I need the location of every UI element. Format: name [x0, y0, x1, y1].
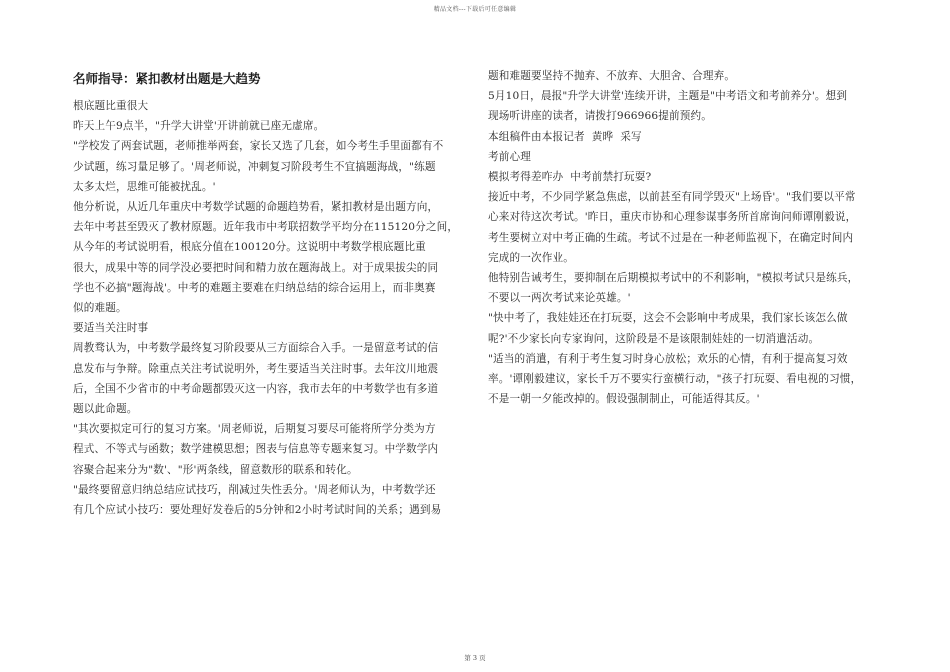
- text-line: 似的难题。: [73, 302, 127, 315]
- text-line: "适当的消遣，有利于考生复习时身心放松；欢乐的心情，有利于提高复习效: [488, 352, 848, 365]
- text-line: 太多太烂，思维可能被扰乱。': [73, 180, 216, 193]
- text-line: 率。'谭刚毅建议，家长千万不要实行蛮横行动，"孩子打玩耍、看电视的习惯，: [488, 373, 862, 386]
- text-line: 完成的一次作业。: [488, 251, 574, 264]
- text-line: 要适当关注时事: [73, 322, 149, 335]
- text-line: 考生要树立对中考正确的生疏。考试不过是在一种老师监视下，在确定时间内: [488, 231, 854, 244]
- text-line: 不要以一两次考试来论英雄。': [488, 292, 631, 305]
- text-line: 少试题，练习量足够了。'周老师说，冲刺复习阶段考生不宜搞题海战，"练题: [73, 160, 436, 173]
- text-line: 很大，成果中等的同学没必要把时间和精力放在题海战上。对于成果拔尖的同: [73, 261, 439, 274]
- text-line: 题和难题要坚持不抛弃、不放弃、大胆舍、合理弃。: [488, 70, 736, 82]
- text-line: 5月10日，晨报"升学大讲堂'连续开讲，主题是"中考语文和考前养分'。想到: [488, 90, 848, 103]
- text-line: 从今年的考试说明看，根底分值在100120分。这说明中考数学根底题比重: [73, 241, 426, 254]
- text-line: 去年中考甚至毁灭了教材原题。近年我市中考联招数学平均分在115120分之间，: [73, 221, 459, 234]
- left-text-body: [73, 96, 465, 520]
- text-line: "快中考了，我娃娃还在打玩耍，这会不会影响中考成果，我们家长该怎么做: [488, 312, 848, 325]
- text-line: "其次要拟定可行的复习方案。'周老师说，后期复习要尽可能将所学分类为方: [73, 423, 436, 436]
- text-line: 息发布与争辩。除重点关注考试说明外，考生要适当关注时事。去年汶川地震: [73, 362, 439, 375]
- right-column: [488, 66, 888, 409]
- text-line: 学也不必搞"题海战'。中考的难题主要难在归纳总结的综合运用上，而非奥赛: [73, 281, 436, 294]
- text-line: "学校发了两套试题，老师推举两套，家长又选了几套，如今考生手里面都有不: [73, 140, 444, 153]
- text-line: 不是一朝一夕能改掉的。假设强制制止，可能适得其反。': [488, 393, 760, 406]
- text-line: 模拟考得差咋办 中考前禁打玩耍?: [488, 171, 652, 184]
- text-line: 后，全国不少省市的中考命题都毁灭这一内容，我市去年的中考数学也有多道: [73, 382, 439, 395]
- text-line: 接近中考，不少同学紧急焦虑，以前甚至有同学毁灭"上场昏'。"我们要以平常: [488, 191, 856, 204]
- left-column: [73, 64, 465, 520]
- text-line: 他分析说，从近几年重庆中考数学试题的命题趋势看，紧扣教材是出题方向，: [73, 201, 439, 214]
- text-line: 周教骛认为，中考数学最终复习阶段要从三方面综合入手。一是留意考试的信: [73, 342, 439, 355]
- text-line: 他特别告诫考生，要抑制在后期模拟考试中的不利影响，"模拟考试只是练兵，: [488, 272, 859, 285]
- text-line: "最终要留意归纳总结应试技巧，削减过失性丢分。'周老师认为，中考数学还: [73, 483, 436, 496]
- text-line: 现场听讲座的读者，请拨打966966提前预约。: [488, 110, 712, 123]
- right-text-body: [488, 66, 888, 409]
- text-line: 题以此命题。: [73, 403, 138, 416]
- text-line: 根底题比重很大: [73, 100, 149, 112]
- text-line: 昨天上午9点半，"升学大讲堂'开讲前就已座无虚席。: [73, 120, 325, 133]
- text-line: 本组稿件由本报记者 黄晔 采写: [488, 130, 642, 143]
- text-line: 程式、不等式与函数；数学建模思想；图表与信息等专题来复习。中学数学内: [73, 443, 439, 456]
- text-line: 呢?'不少家长向专家询问，这阶段是不是该限制娃娃的一切消遣活动。: [488, 332, 820, 345]
- text-line: 考前心理: [488, 150, 531, 163]
- text-line: 心来对待这次考试。'昨日，重庆市协和心理参谋事务所首席询问师谭刚毅说，: [488, 211, 857, 224]
- text-line: 容聚合起来分为"数'、"形'两条线，留意数形的联系和转化。: [73, 463, 358, 476]
- page-number: 第 3 页: [464, 654, 486, 662]
- text-line: 有几个应试小技巧：要处理好发卷后的5分钟和2小时考试时间的关系；遇到易: [73, 504, 442, 517]
- header-note: 精品文档---下载后可任意编辑: [433, 6, 517, 13]
- article-title: 名师指导：紧扣教材出题是大趋势: [73, 71, 261, 86]
